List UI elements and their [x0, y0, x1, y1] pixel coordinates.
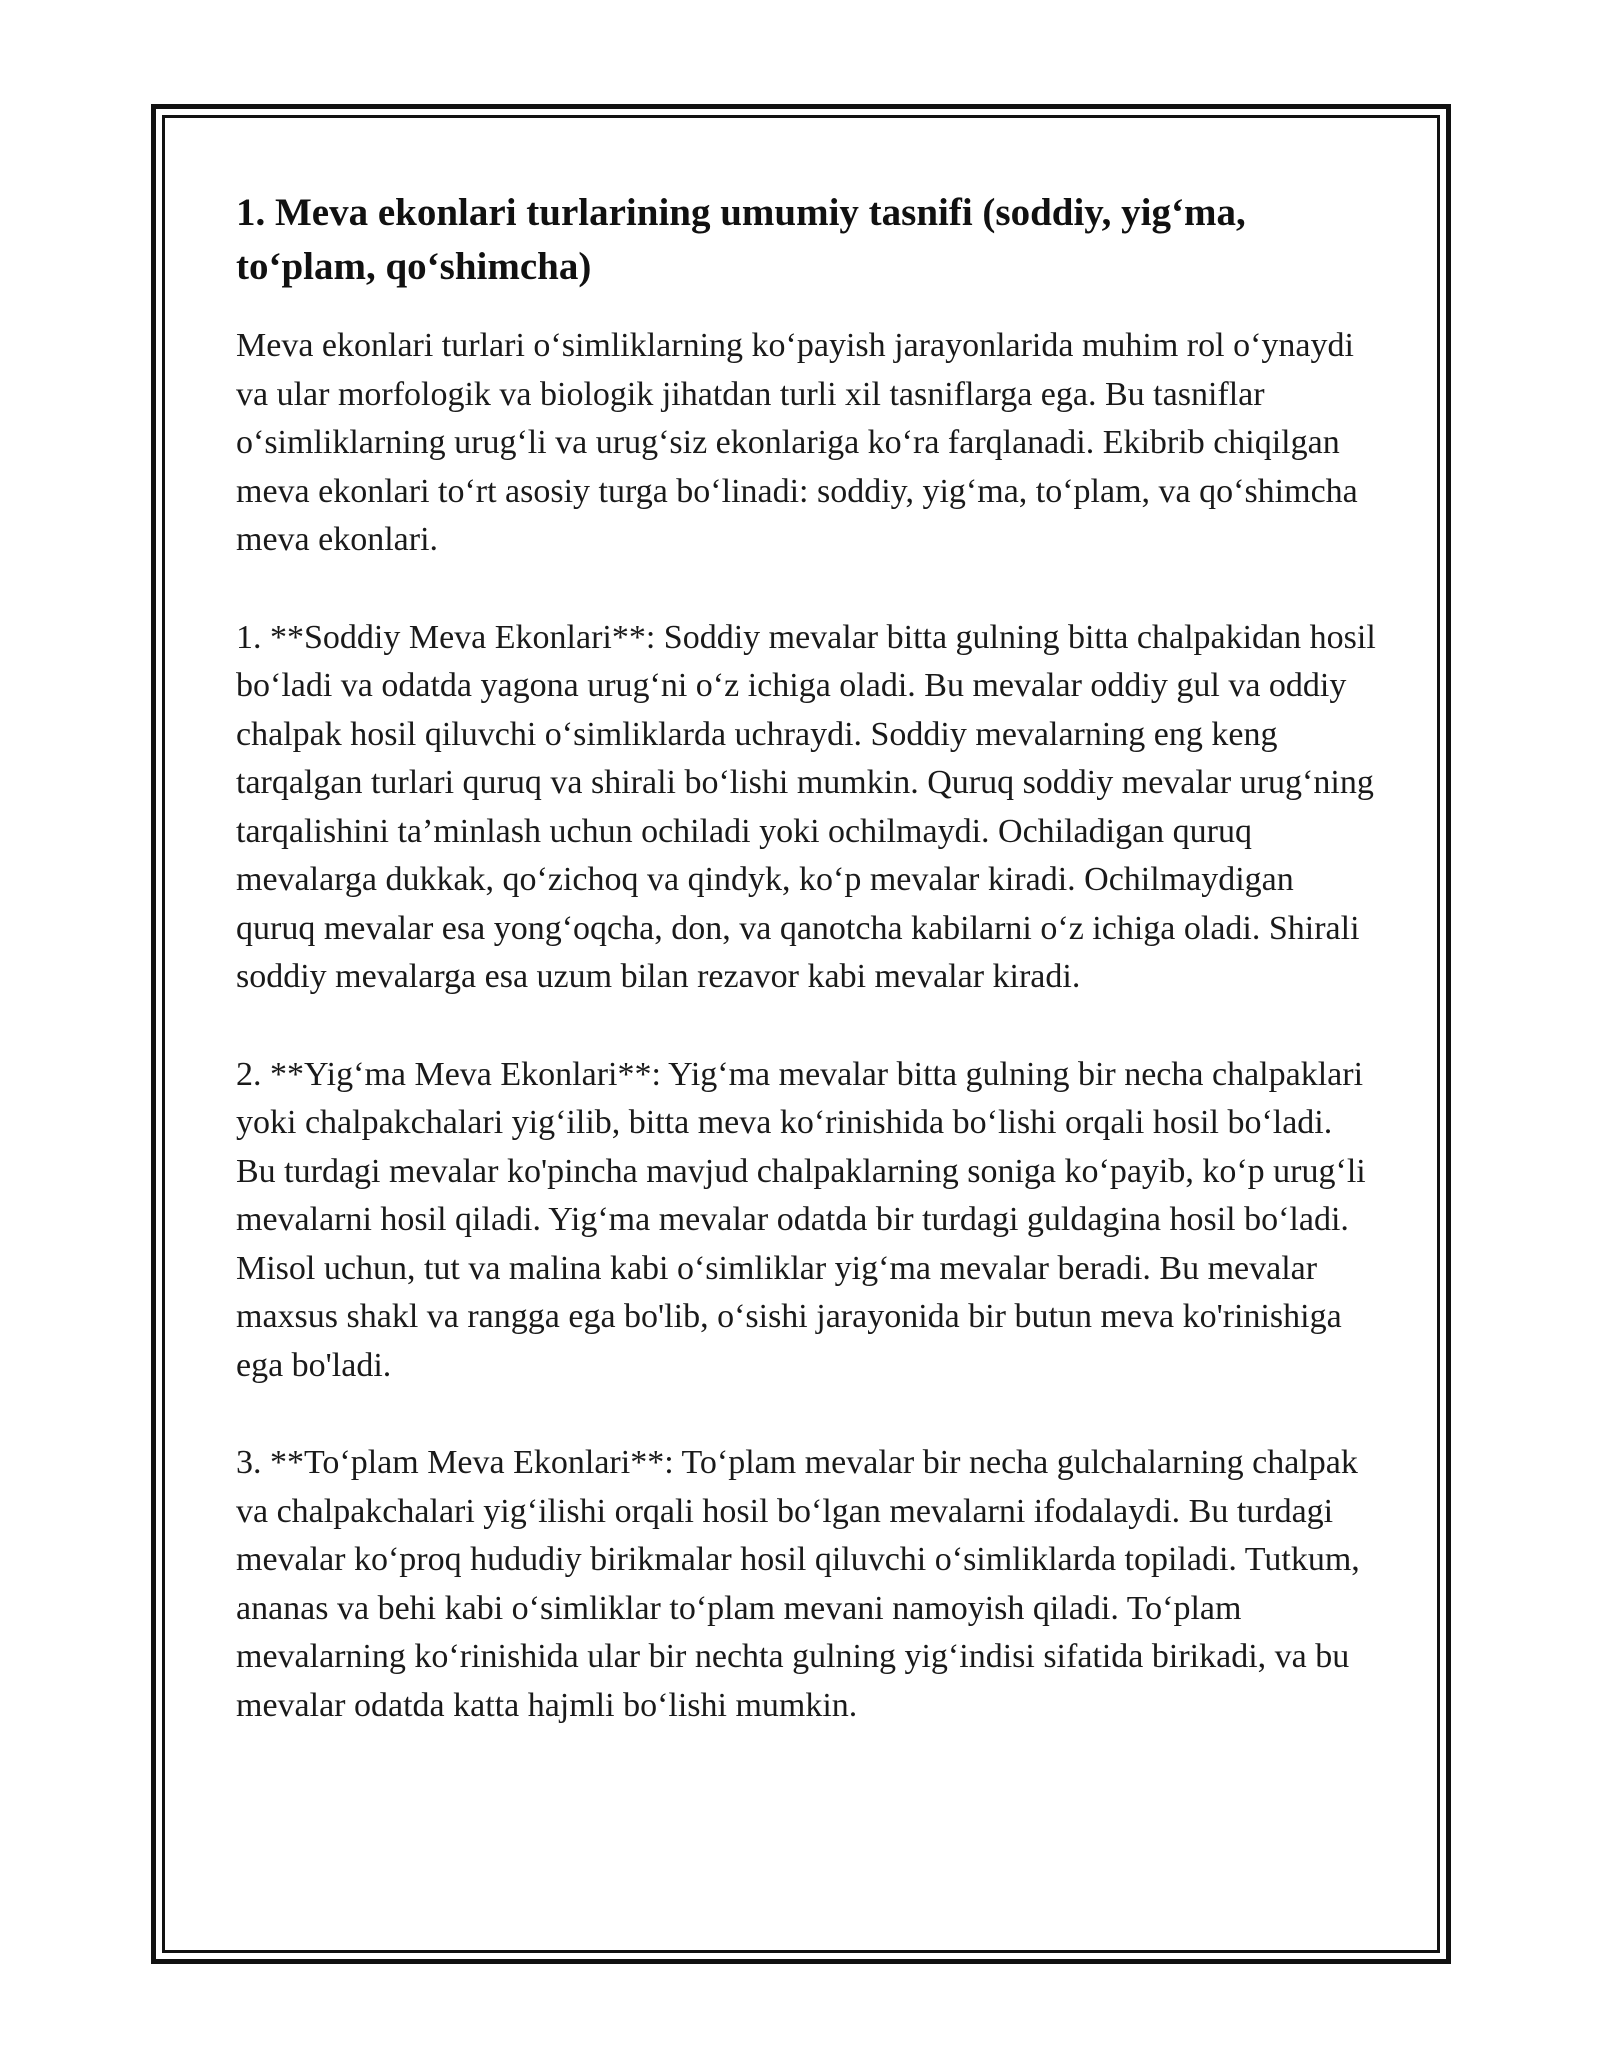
document-body — [236, 186, 1376, 1779]
paragraph-yigma: 2. **Yig‘ma Meva Ekonlari**: Yig‘ma mevalar bitta gulning bir necha chalpaklari yoki chalpakchalari yig‘ilib, bitta meva ko‘rinishida bo‘lishi orqali hosil bo‘ladi. Bu turdagi mevalar ko'pincha mavjud chalpaklarning soniga ko‘payib, ko‘p urug‘li mevalarni hosil qiladi. Yig‘ma mevalar odatda bir turdagi guldagina hosil bo‘ladi. Misol uchun, tut va malina kabi o‘simliklar yig‘ma mevalar beradi. Bu mevalar maxsus shakl va rangga ega bo'lib, o‘sishi jarayonida bir butun meva ko'rinishiga ega bo'ladi. — [236, 1055, 1366, 1384]
paragraph-soddiy: 1. **Soddiy Meva Ekonlari**: Soddiy mevalar bitta gulning bitta chalpakidan hosil bo‘ladi va odatda yagona urug‘ni o‘z ichiga oladi. Bu mevalar oddiy gul va oddiy chalpak hosil qiluvchi o‘simliklarda uchraydi. Soddiy mevalarning eng keng tarqalgan turlari quruq va shirali bo‘lishi mumkin. Quruq soddiy mevalar urug‘ning tarqalishini ta’minlash uchun ochiladi yoki ochilmaydi. Ochiladigan quruq mevalarga dukkak, qo‘zichoq va qindyk, ko‘p mevalar kiradi. Ochilmaydigan quruq mevalar esa yong‘oqcha, don, va qanotcha kabilarni o‘z ichiga oladi. Shirali soddiy mevalarga esa uzum bilan rezavor kabi mevalar kiradi. — [236, 618, 1376, 995]
section-heading: 1. Meva ekonlari turlarining umumiy tasnifi (soddiy, yig‘ma, to‘plam, qo‘shimcha) — [236, 191, 1246, 288]
paragraph-toplam: 3. **To‘plam Meva Ekonlari**: To‘plam mevalar bir necha gulchalarning chalpak va chalpakchalari yig‘ilishi orqali hosil bo‘lgan mevalarni ifodalaydi. Bu turdagi mevalar ko‘proq hududiy birikmalar hosil qiluvchi o‘simliklarda topiladi. Tutkum, ananas va behi kabi o‘simliklar to‘plam mevani namoyish qiladi. To‘plam mevalarning ko‘rinishida ular bir nechta gulning yig‘indisi sifatida birikadi, va bu mevalar odatda katta hajmli bo‘lishi mumkin. — [236, 1444, 1360, 1724]
intro-paragraph: Meva ekonlari turlari o‘simliklarning ko‘payish jarayonlarida muhim rol o‘ynaydi va ular morfologik va biologik jihatdan turli xil tasniflarga ega. Bu tasniflar o‘simliklarning urug‘li va urug‘siz ekonlariga ko‘ra farqlanadi. Ekibrib chiqilgan meva ekonlari to‘rt asosiy turga bo‘linadi: soddiy, yig‘ma, to‘plam, va qo‘shimcha meva ekonlari. — [236, 327, 1358, 558]
